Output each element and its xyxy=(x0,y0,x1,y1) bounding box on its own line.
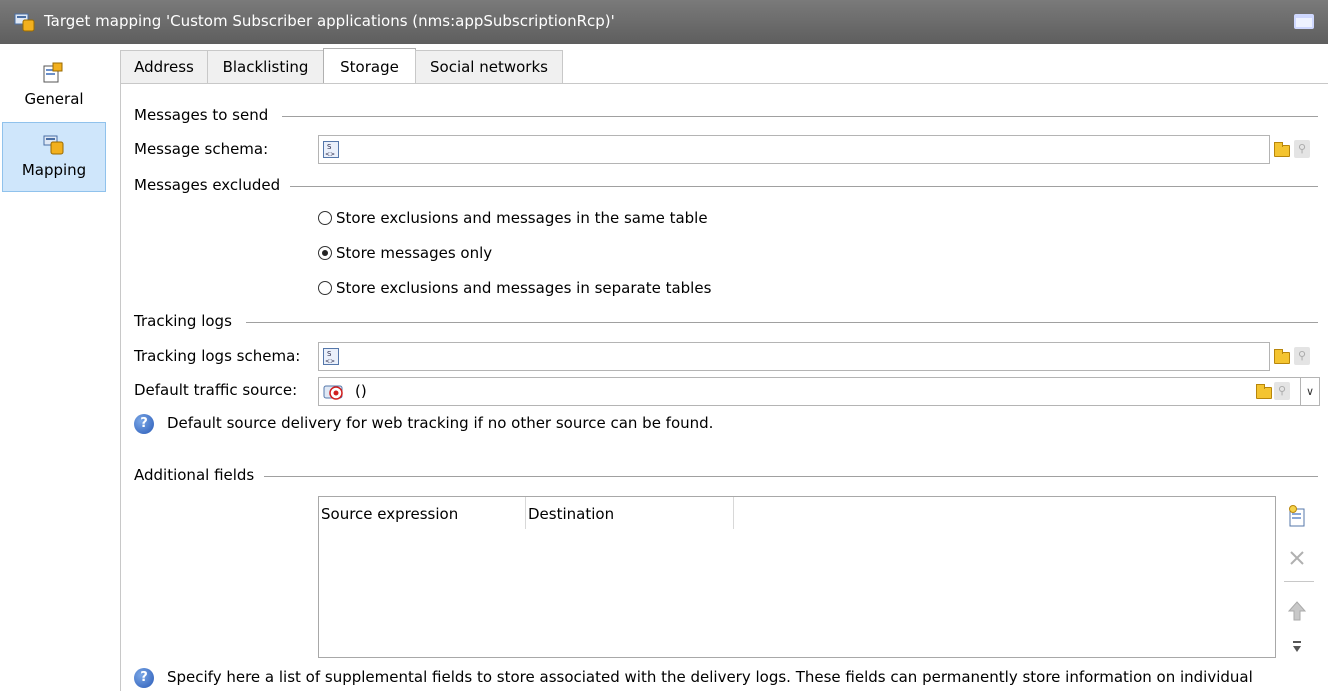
restore-window-button[interactable] xyxy=(1294,14,1314,29)
column-header-label: Source expression xyxy=(321,505,459,523)
window-title-bar xyxy=(0,0,1328,44)
radio-circle xyxy=(318,281,332,295)
tab-blacklisting[interactable] xyxy=(207,50,324,83)
move-up-icon[interactable] xyxy=(1287,600,1307,622)
tracking-logs-schema-label: Tracking logs schema: xyxy=(134,347,301,365)
select-folder-icon[interactable] xyxy=(1274,352,1290,364)
chevron-down-icon[interactable]: ∨ xyxy=(1300,378,1319,406)
traffic-source-help-text: Default source delivery for web tracking if no other source can be found. xyxy=(167,414,714,432)
message-schema-field[interactable] xyxy=(318,135,1270,164)
radio-circle xyxy=(318,246,332,260)
radio-messages-only[interactable] xyxy=(318,244,492,262)
radio-circle xyxy=(318,211,332,225)
delete-icon[interactable] xyxy=(1288,549,1306,567)
zoom-icon[interactable]: ⚲ xyxy=(1294,347,1310,365)
radio-label: Store exclusions and messages in separate tables xyxy=(336,279,712,297)
section-divider xyxy=(264,476,1318,477)
section-divider xyxy=(246,322,1318,323)
window-title: Target mapping 'Custom Subscriber applications (nms:appSubscriptionRcp)' xyxy=(44,12,615,30)
tab-label: Social networks xyxy=(430,58,548,76)
default-traffic-source-value: () xyxy=(355,382,367,400)
move-down-icon[interactable] xyxy=(1290,640,1304,654)
schema-icon xyxy=(323,141,339,158)
sidebar-item-label: General xyxy=(24,90,84,108)
svg-text:S: S xyxy=(327,350,332,358)
help-icon: ? xyxy=(134,668,154,688)
column-header-label: Destination xyxy=(528,505,615,523)
radio-label: Store messages only xyxy=(336,244,493,262)
tracking-logs-schema-field[interactable] xyxy=(318,342,1270,371)
schema-icon xyxy=(323,348,339,365)
radio-label: Store exclusions and messages in the same table xyxy=(336,209,708,227)
additional-fields-list[interactable] xyxy=(318,496,1276,658)
mapping-icon xyxy=(43,133,65,155)
section-additional-fields: Additional fields xyxy=(134,466,258,484)
general-properties-icon xyxy=(42,62,64,84)
select-folder-icon[interactable] xyxy=(1274,145,1290,157)
zoom-icon[interactable]: ⚲ xyxy=(1294,140,1310,158)
default-traffic-source-label: Default traffic source: xyxy=(134,381,298,399)
column-destination[interactable] xyxy=(526,497,734,529)
help-icon: ? xyxy=(134,414,154,434)
default-traffic-source-field[interactable] xyxy=(318,377,1320,406)
radio-same-table[interactable] xyxy=(318,209,708,227)
tab-address[interactable] xyxy=(120,50,208,83)
svg-text:S: S xyxy=(327,143,332,151)
tab-label: Address xyxy=(134,58,194,76)
section-messages-to-send: Messages to send xyxy=(134,106,272,124)
column-source-expression[interactable] xyxy=(319,497,526,529)
delivery-icon xyxy=(323,383,345,400)
sidebar xyxy=(0,44,112,691)
sidebar-item-label: Mapping xyxy=(21,161,87,179)
radio-separate-tables[interactable] xyxy=(318,279,711,297)
svg-text:<>: <> xyxy=(325,358,336,365)
tab-social-networks[interactable] xyxy=(415,50,563,83)
toolbar-divider xyxy=(1284,581,1314,582)
select-folder-icon[interactable] xyxy=(1256,387,1272,399)
tab-storage[interactable] xyxy=(323,48,416,84)
sidebar-item-general[interactable] xyxy=(2,52,106,122)
section-messages-excluded: Messages excluded xyxy=(134,176,284,194)
add-icon[interactable] xyxy=(1287,505,1307,527)
zoom-icon[interactable]: ⚲ xyxy=(1274,382,1290,400)
section-divider xyxy=(290,186,1318,187)
target-mapping-icon xyxy=(14,12,36,32)
sidebar-item-mapping[interactable] xyxy=(2,122,106,192)
section-tracking-logs: Tracking logs xyxy=(134,312,236,330)
svg-text:<>: <> xyxy=(325,151,336,158)
section-divider xyxy=(282,116,1318,117)
tab-label: Storage xyxy=(340,58,399,76)
message-schema-label: Message schema: xyxy=(134,140,269,158)
tab-label: Blacklisting xyxy=(222,58,309,76)
additional-fields-help-text: Specify here a list of supplemental fields to store associated with the delivery logs. These fields can permanently store information on individual xyxy=(167,668,1253,686)
